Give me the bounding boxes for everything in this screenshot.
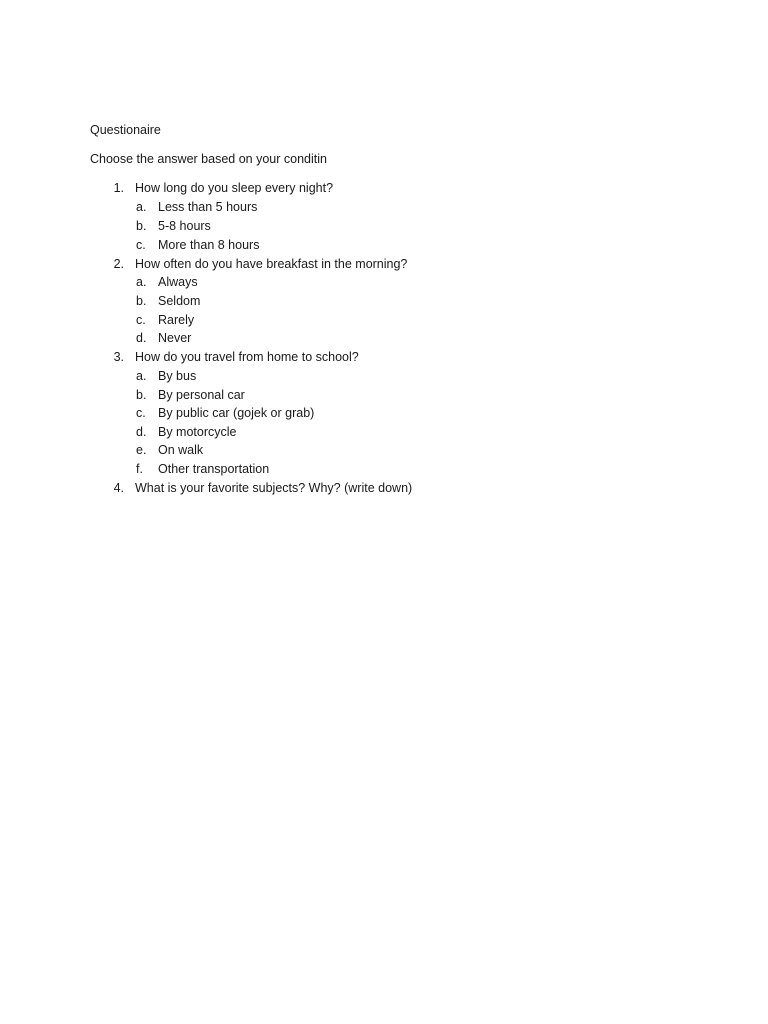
option-text: More than 8 hours <box>158 238 260 252</box>
option-letter: c. <box>136 406 146 420</box>
option-text: Never <box>158 331 192 345</box>
option-letter: b. <box>136 388 147 402</box>
option-text: 5-8 hours <box>158 219 211 233</box>
option-letter: d. <box>136 331 147 345</box>
option-letter: c. <box>136 238 146 252</box>
option-letter: a. <box>136 275 147 289</box>
option-text: Seldom <box>158 294 201 308</box>
option-text: By bus <box>158 369 197 383</box>
question-number: 1. <box>113 181 124 195</box>
option-text: Rarely <box>158 313 195 327</box>
question-text: How do you travel from home to school? <box>135 350 359 364</box>
option-letter: b. <box>136 219 147 233</box>
option-letter: a. <box>136 369 147 383</box>
option-text: Other transportation <box>158 462 270 476</box>
option-letter: a. <box>136 200 147 214</box>
option-letter: b. <box>136 294 147 308</box>
question-number: 3. <box>113 350 124 364</box>
question-number: 4. <box>113 481 124 495</box>
option-text: Always <box>158 275 198 289</box>
option-text: By public car (gojek or grab) <box>158 406 315 420</box>
option-letter: c. <box>136 313 146 327</box>
option-letter: d. <box>136 425 147 439</box>
option-text: Less than 5 hours <box>158 200 258 214</box>
document-title: Questionaire <box>90 123 161 137</box>
option-text: On walk <box>158 443 204 457</box>
option-letter: f. <box>136 462 143 476</box>
question-text: How long do you sleep every night? <box>135 181 334 195</box>
option-text: By motorcycle <box>158 425 237 439</box>
instruction-text: Choose the answer based on your conditin <box>90 152 327 166</box>
option-letter: e. <box>136 443 147 457</box>
question-text: How often do you have breakfast in the morning? <box>135 257 408 271</box>
option-text: By personal car <box>158 388 245 402</box>
question-text: What is your favorite subjects? Why? (write down) <box>135 481 413 495</box>
question-number: 2. <box>113 257 124 271</box>
